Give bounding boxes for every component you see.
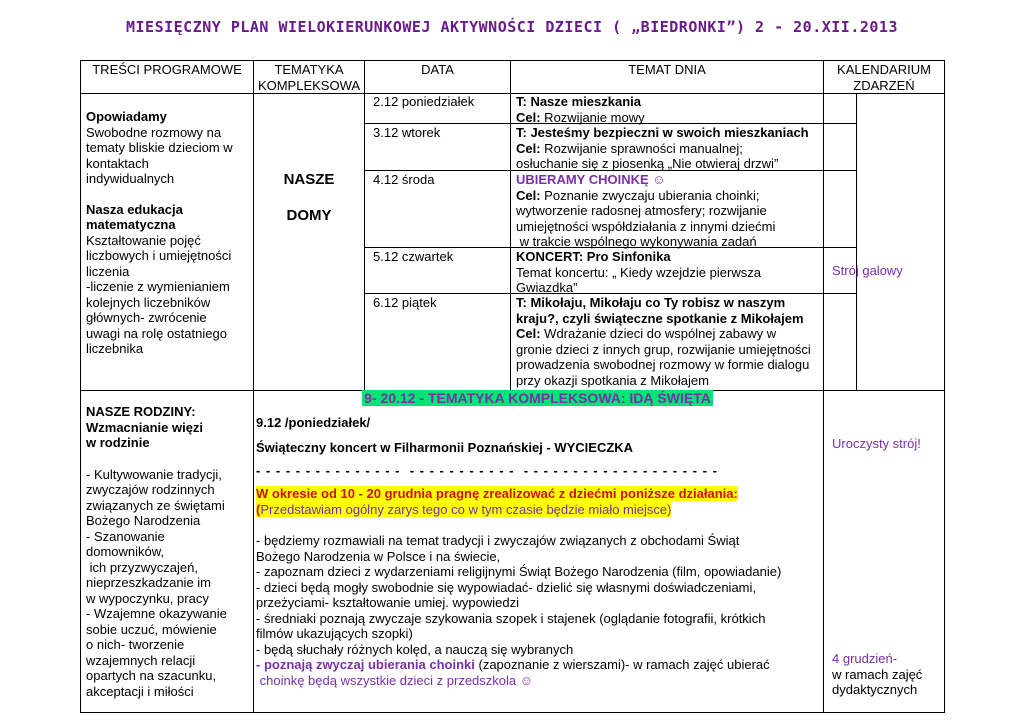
activity-line: - zapoznam dzieci z wydarzeniami religijnymi Świąt Bożego Narodzenia (film, opowiadanie): [256, 564, 782, 579]
tresci-heading-opowiadamy: Opowiadamy: [86, 109, 167, 124]
tresci-line: nieprzeszkadzanie im: [86, 575, 212, 590]
cel-text: Poznanie zwyczaju ubierania choinki;: [540, 187, 760, 203]
tresci-line: -liczenie z wymienianiem: [86, 279, 230, 294]
section2-title: [255, 390, 820, 406]
activity-line: - dzieci będą mogły swobodnie się wypowiadać- dzielić się własnymi doświadczeniami,: [256, 579, 756, 595]
date-cell: 2.12 poniedziałek: [373, 94, 475, 109]
tresci-line: liczenia: [86, 263, 130, 279]
tresci-heading-wiezi: Wzmacnianie więzi: [86, 419, 204, 435]
section2-concert: Świąteczny koncert w Filharmonii Poznańskiej - WYCIECZKA: [256, 440, 634, 455]
header-tematyka: [254, 62, 364, 93]
day-topic-title: UBIERAMY CHOINKĘ ☺: [516, 172, 666, 187]
kalendarium-stroj-galowy: Strój galowy: [832, 263, 903, 278]
kalendarium-line: w ramach zajęć: [832, 666, 923, 682]
header-temat-dnia: TEMAT DNIA: [628, 62, 706, 77]
tresci-line: Bożego Narodzenia: [86, 513, 201, 528]
header-kalendarium: [824, 62, 944, 93]
cel-label: Cel:: [516, 187, 541, 203]
activity-choinka-text: (zapoznanie z wierszami)- w ramach zajęć ubierać: [474, 657, 770, 672]
tresci-line: domowników,: [86, 544, 165, 559]
header-tematyka-line1: TEMATYKA: [274, 62, 344, 77]
cel-text: Rozwijanie mowy: [540, 109, 645, 125]
tresci-line: - Szanowanie: [86, 528, 165, 544]
day-topic: [516, 172, 846, 250]
tresci-line: opartych na szacunku,: [86, 668, 217, 683]
section2-intent: [256, 486, 738, 502]
tresci-line: sobie uczuć, mówienie: [86, 621, 217, 637]
activity-choinka-line2: choinkę będą wszystkie dzieci z przedszkola ☺: [256, 672, 534, 688]
day-topic: [516, 125, 846, 172]
tresci-line: - Wzajemne okazywanie: [86, 606, 227, 621]
cel-label: Cel:: [516, 140, 541, 156]
activity-line: - będziemy rozmawiali na temat tradycji i zwyczajów związanych z obchodami Świąt: [256, 533, 740, 548]
activity-line: - będą słuchały różnych kolęd, a nauczą się wybranych: [256, 641, 574, 657]
tresci-heading-edukacja: Nasza edukacja: [86, 201, 183, 217]
header-kalendarium-line1: KALENDARIUM: [837, 62, 931, 77]
section2-intent-text: W okresie od 10 - 20 grudnia pragnę zrealizować z dziećmi poniższe działania:: [256, 486, 738, 501]
tresci-line: głównych- zwrócenie: [86, 310, 207, 325]
section2-intent-note: [256, 502, 671, 518]
tresci-heading-rodziny: NASZE RODZINY:: [86, 404, 196, 419]
cel-label: Cel:: [516, 326, 541, 341]
date-cell: 5.12 czwartek: [373, 249, 454, 264]
cel-text: Rozwijanie sprawności manualnej;: [540, 140, 743, 156]
tresci-line: kontaktach: [86, 155, 149, 171]
tresci-heading-matematyczna: matematyczna: [86, 217, 176, 232]
day-topic: [516, 94, 822, 125]
tresci-line: kolejnych liczebników: [86, 294, 211, 310]
day-topic-title: T: Mikołaju, Mikołaju co Ty robisz w naszym: [516, 295, 786, 310]
day-topic-title: KONCERT: Pro Sinfonika: [516, 249, 671, 264]
section1-tresci: [86, 109, 252, 357]
tresci-line: liczbowych i umiejętności: [86, 248, 232, 263]
tresci-line: uwagi na rolę ostatniego: [86, 325, 227, 341]
tresci-line: o nich- tworzenie: [86, 637, 185, 652]
tresci-line: indywidualnych: [86, 171, 175, 186]
date-cell: 6.12 piątek: [373, 295, 437, 310]
header-tresci: TREŚCI PROGRAMOWE: [92, 62, 242, 77]
tresci-line: Kształtowanie pojęć: [86, 232, 201, 248]
day-topic-line: Temat koncertu: „ Kiedy wzejdzie pierwsza: [516, 264, 761, 280]
tematyka-line1: NASZE: [283, 171, 335, 188]
day-topic-line: w trakcie wspólnego wykonywania zadań: [516, 234, 757, 249]
day-topic: [516, 249, 846, 296]
activity-line: Bożego Narodzenia w Polsce i na świecie,: [256, 548, 501, 564]
cel-label: Cel:: [516, 109, 541, 125]
section2-title-text: 9- 20.12 - TEMATYKA KOMPLEKSOWA: IDĄ ŚWIĘTA: [364, 390, 711, 406]
tematyka-nasze-domy: [254, 171, 364, 225]
day-topic: [516, 295, 846, 388]
tresci-line: liczebnika: [86, 341, 144, 356]
tresci-line: związanych ze świętami: [86, 497, 225, 513]
tresci-line: akceptacji i miłości: [86, 683, 194, 699]
activity-line: - średniaki poznają zwyczaje szykowania szopek i stajenek (oglądanie fotografii, krótkich: [256, 610, 766, 626]
header-data: DATA: [421, 62, 454, 77]
day-topic-line: umiejętności współdziałania z innymi dziećmi: [516, 218, 776, 234]
tresci-heading-rodzinie: w rodzinie: [86, 435, 150, 450]
activity-choinka-bold: - poznają zwyczaj ubierania choinki: [256, 657, 475, 672]
tresci-line: ich przyzwyczajeń,: [86, 559, 198, 575]
day-topic-line: prowadzenia swobodnej rozmowy w formie dialogu: [516, 357, 810, 372]
day-topic-line: Gwiazdka”: [516, 280, 578, 295]
day-topic-title: T: Jesteśmy bezpieczni w swoich mieszkaniach: [516, 125, 809, 140]
tresci-line: zwyczajów rodzinnych: [86, 482, 215, 497]
tresci-line: - Kultywowanie tradycji,: [86, 466, 222, 482]
header-tematyka-line2: KOMPLEKSOWA: [257, 77, 361, 93]
date-cell: 3.12 wtorek: [373, 125, 441, 140]
tresci-line: wzajemnych relacji: [86, 652, 196, 668]
header-kalendarium-line2: ZDARZEŃ: [853, 77, 915, 93]
day-topic-title: T: Nasze mieszkania: [516, 94, 642, 109]
intent-note-text: Przedstawiam ogólny zarys tego co w tym czasie będzie miało miejsce): [260, 502, 672, 517]
intent-open-paren: (: [256, 502, 261, 517]
section2-dashes: - - - - - - - - - - - - - - - - - - - - - - - - - - - - - - - - - - - - - - - - - - - - - -: [256, 463, 718, 478]
kalendarium-4-grudzien: [832, 651, 922, 698]
kalendarium-date: 4 grudzień-: [832, 651, 898, 666]
activity-line: przeżyciami- kształtowanie umiej. wypowiedzi: [256, 595, 519, 610]
day-topic-line: osłuchanie się z piosenką „Nie otwieraj drzwi”: [516, 156, 779, 171]
day-topic-title-line2: kraju?, czyli świąteczne spotkanie z Mikołajem: [516, 310, 804, 326]
day-topic-line: wytworzenie radosnej atmosfery; rozwijanie: [516, 203, 767, 218]
date-cell: 4.12 środa: [373, 172, 435, 187]
day-topic-line: przy okazji spotkania z Mikołajem: [516, 372, 709, 388]
tresci-line: tematy bliskie dzieciom w: [86, 140, 233, 155]
day-topic-line: gronie dzieci z innych grup, rozwijanie umiejętności: [516, 341, 811, 357]
page-title: MIESIĘCZNY PLAN WIELOKIERUNKOWEJ AKTYWNOŚCI DZIECI ( „BIEDRONKI”) 2 - 20.XII.2013: [126, 18, 898, 36]
cel-text: Wdrażanie dzieci do wspólnej zabawy w: [540, 326, 777, 341]
section2-date: 9.12 /poniedziałek/: [256, 415, 371, 430]
activity-line: filmów ukazujących szopki): [256, 626, 413, 641]
section2-tresci: [86, 404, 252, 699]
kalendarium-line: dydaktycznych: [832, 682, 918, 697]
kalendarium-uroczysty-stroj: Uroczysty strój!: [832, 436, 921, 451]
tresci-line: w wypoczynku, pracy: [86, 590, 209, 606]
tematyka-line2: DOMY: [286, 207, 332, 224]
section2-activities: [256, 533, 821, 688]
tresci-line: Swobodne rozmowy na: [86, 124, 222, 140]
